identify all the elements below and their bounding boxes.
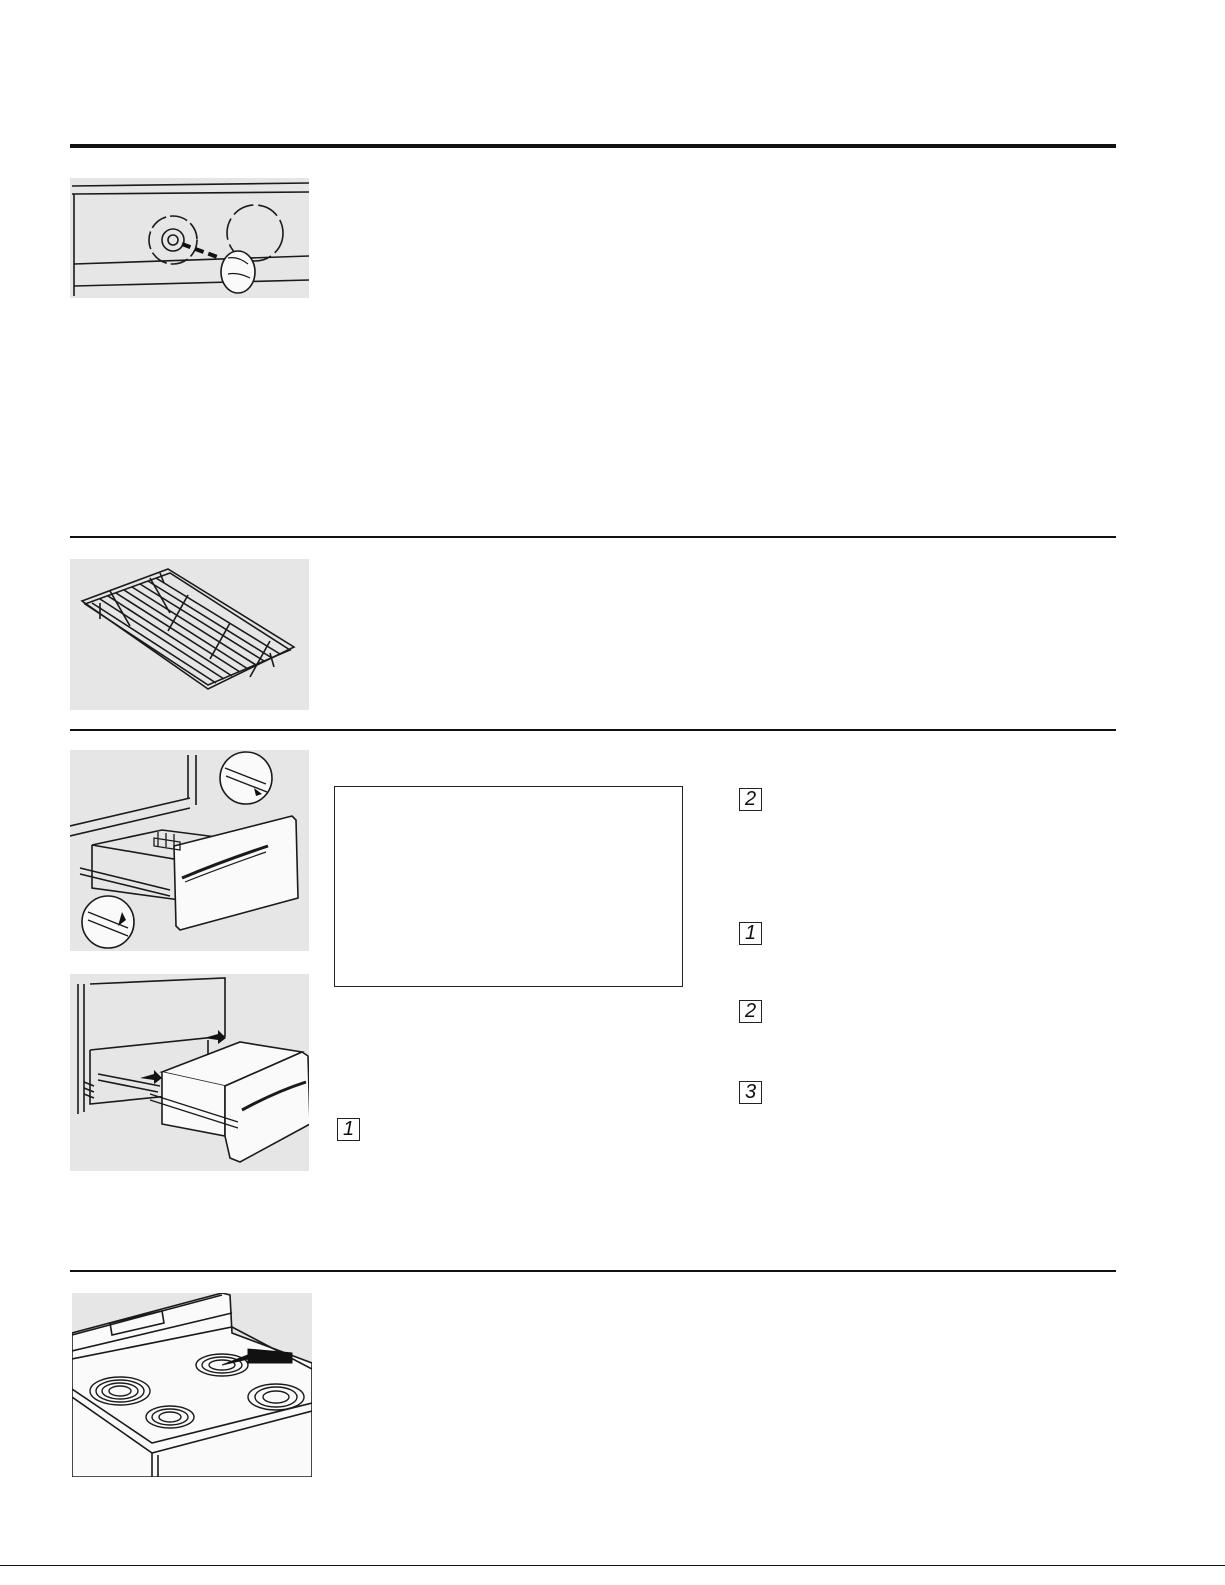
step-marker-2: 2 (739, 788, 762, 811)
control-knob-icon (70, 178, 309, 298)
section-divider-rack (70, 536, 1116, 538)
drawer-note-box (334, 786, 683, 987)
drawer-removal-illustration (70, 750, 309, 951)
cooktop-illustration (72, 1293, 312, 1477)
section-divider-cooktop (70, 1270, 1116, 1272)
header-rule (70, 144, 1116, 148)
oven-rack-icon (70, 559, 309, 710)
step-marker-2: 2 (739, 1000, 762, 1023)
drawer-replacement-illustration (70, 974, 309, 1171)
step-marker-1: 1 (739, 922, 762, 945)
drawer-removal-icon (70, 750, 309, 951)
step-marker-3: 3 (739, 1081, 762, 1104)
drawer-replacement-icon (70, 974, 309, 1171)
knob-illustration (70, 178, 309, 298)
cooktop-surface-unit-icon (72, 1293, 312, 1477)
rack-illustration (70, 559, 309, 710)
step-marker-1: 1 (337, 1118, 360, 1141)
section-divider-drawer (70, 729, 1116, 731)
footer-rule (0, 1565, 1225, 1566)
